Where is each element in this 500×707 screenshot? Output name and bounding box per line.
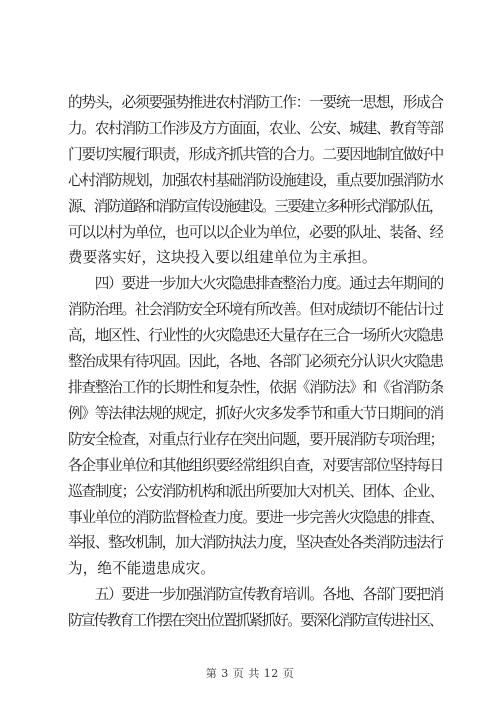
text-line: 五）要进一步加强消防宣传教育培训。各地、各部门要把消 xyxy=(68,586,443,604)
text-line: 事业单位的消防监督检查力度。要进一步完善火灾隐患的排查、 xyxy=(68,508,443,526)
text-line: 力。农村消防工作涉及方方面面，农业、公安、城建、教育等部 xyxy=(68,119,443,137)
text-line: 门要切实履行职责，形成齐抓共管的合力。二要因地制宜做好中 xyxy=(68,145,443,163)
text-line: 四）要进一步加大火灾隐患排查整治力度。通过去年期间的 xyxy=(68,275,443,293)
text-line: 巡查制度；公安消防机构和派出所要加大对机关、团体、企业、 xyxy=(68,482,443,500)
paragraph-3 xyxy=(68,582,443,634)
text-line: 为，绝不能遗患成灾。 xyxy=(68,560,215,578)
text-line: 排查整治工作的长期性和复杂性，依据《消防法》和《省消防条 xyxy=(68,378,443,396)
document-body xyxy=(68,90,443,634)
text-line: 整治成果有待巩固。因此，各地、各部门必须充分认识火灾隐患 xyxy=(68,353,443,371)
text-line: 防安全检查，对重点行业存在突出问题，要开展消防专项治理； xyxy=(68,430,443,448)
text-line: 高，地区性、行业性的火灾隐患还大量存在三合一场所火灾隐患 xyxy=(68,327,443,345)
text-line: 举报、整改机制，加大消防执法力度，坚决查处各类消防违法行 xyxy=(68,534,443,552)
text-line: 各企事业单位和其他组织要经常组织自查，对要害部位坚持每日 xyxy=(68,456,443,474)
text-line: 源、消防道路和消防宣传设施建设。三要建立多种形式消防队伍， xyxy=(68,197,442,215)
paragraph-1 xyxy=(68,90,443,271)
text-line: 的势头，必须要强势推进农村消防工作：一要统一思想，形成合 xyxy=(68,94,443,111)
text-line: 费要落实好，这块投入要以组建单位为主承担。 xyxy=(68,249,377,267)
text-line: 防宣传教育工作摆在突出位置抓紧抓好。要深化消防宣传进社区、 xyxy=(68,612,442,630)
text-line: 例》等法律法规的规定，抓好火灾多发季节和重大节日期间的消 xyxy=(68,404,443,422)
paragraph-2 xyxy=(68,271,443,582)
text-line: 消防治理。社会消防安全环境有所改善。但对成绩切不能估计过 xyxy=(68,301,443,319)
text-line: 可以以村为单位，也可以以企业为单位，必要的队址、装备、经 xyxy=(68,223,443,241)
page-footer xyxy=(0,665,500,681)
text-line: 心村消防规划，加强农村基础消防设施建设，重点要加强消防水 xyxy=(68,171,443,189)
page-number-label: 第 3 页 共 12 页 xyxy=(205,667,295,680)
